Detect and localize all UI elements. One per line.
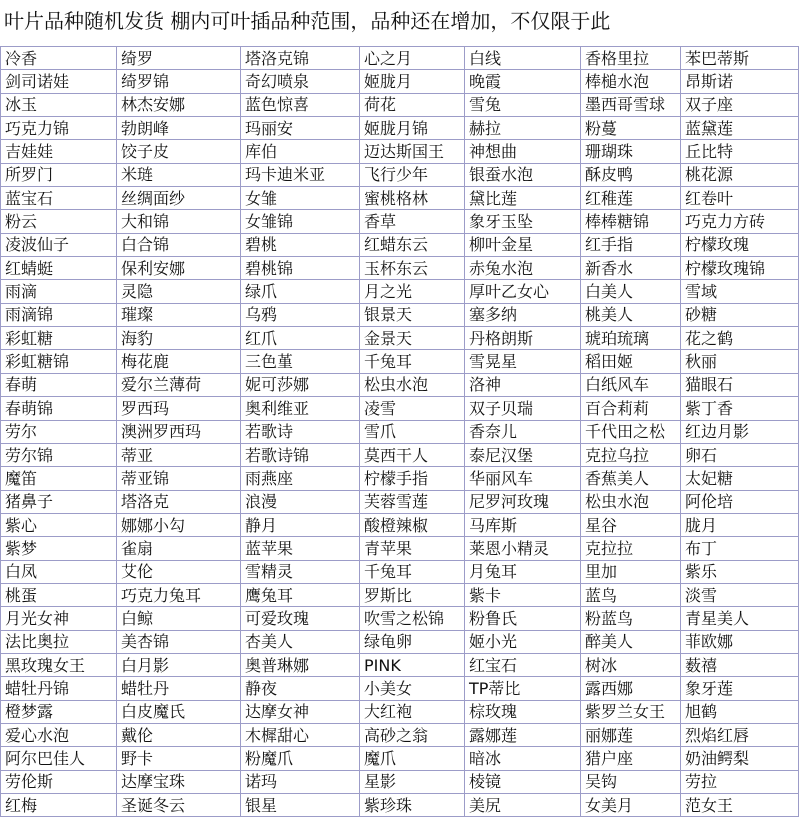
table-row — [1, 327, 799, 350]
table-cell: 神想曲 — [465, 140, 581, 163]
table-cell: 达摩宝珠 — [117, 770, 241, 793]
table-cell: 雨燕座 — [241, 467, 360, 490]
table-row — [1, 140, 799, 163]
table-cell: 阿尔巴佳人 — [1, 747, 117, 770]
table-cell: 洛神 — [465, 373, 581, 396]
table-row — [1, 420, 799, 443]
table-cell: 柠檬玫瑰 — [681, 233, 799, 256]
table-cell: 剑司诺娃 — [1, 70, 117, 93]
table-cell: 白皮魔氏 — [117, 700, 241, 723]
table-cell: 月兔耳 — [465, 560, 581, 583]
table-cell: 姬胧月锦 — [360, 117, 465, 140]
table-cell: 千兔耳 — [360, 350, 465, 373]
table-cell: 雪精灵 — [241, 560, 360, 583]
table-cell: 所罗门 — [1, 163, 117, 186]
table-cell: 野卡 — [117, 747, 241, 770]
table-cell: 魔笛 — [1, 467, 117, 490]
table-cell: 白线 — [465, 47, 581, 70]
table-cell: 晚霞 — [465, 70, 581, 93]
table-cell: 绿龟卵 — [360, 630, 465, 653]
table-cell: 女雏 — [241, 187, 360, 210]
table-cell: 赫拉 — [465, 117, 581, 140]
table-cell: 芙蓉雪莲 — [360, 490, 465, 513]
table-cell: 月光女神 — [1, 607, 117, 630]
table-cell: 碧桃 — [241, 233, 360, 256]
table-cell: 莱恩小精灵 — [465, 537, 581, 560]
table-cell: 象牙莲 — [681, 677, 799, 700]
table-cell: 吴钩 — [581, 770, 681, 793]
table-cell: 猫眼石 — [681, 373, 799, 396]
table-row — [1, 210, 799, 233]
table-cell: 香草 — [360, 210, 465, 233]
table-row — [1, 117, 799, 140]
table-cell: 粉蔓 — [581, 117, 681, 140]
table-cell: 玛丽安 — [241, 117, 360, 140]
page-title: 叶片品种随机发货 棚内可叶插品种范围，品种还在增加，不仅限于此 — [4, 9, 611, 33]
table-cell: PINK — [360, 653, 465, 676]
table-cell: 红梅 — [1, 794, 117, 817]
table-cell: 花之鹤 — [681, 327, 799, 350]
table-cell: 酸橙辣椒 — [360, 513, 465, 536]
table-cell: 罗西玛 — [117, 397, 241, 420]
table-cell: 暗冰 — [465, 747, 581, 770]
table-cell: 奥普琳娜 — [241, 653, 360, 676]
table-cell: 新香水 — [581, 257, 681, 280]
table-cell: 烈焰红唇 — [681, 723, 799, 746]
table-cell: 百合莉莉 — [581, 397, 681, 420]
table-cell: 凌波仙子 — [1, 233, 117, 256]
table-cell: 劳尔锦 — [1, 443, 117, 466]
table-cell: 红手指 — [581, 233, 681, 256]
table-cell: 保利安娜 — [117, 257, 241, 280]
table-cell: 黛比莲 — [465, 187, 581, 210]
table-row — [1, 537, 799, 560]
table-row — [1, 770, 799, 793]
table-cell: 稻田姬 — [581, 350, 681, 373]
table-cell: 蓝鸟 — [581, 583, 681, 606]
table-cell: 红蜻蜓 — [1, 257, 117, 280]
table-cell: 紫梦 — [1, 537, 117, 560]
table-cell: 丘比特 — [681, 140, 799, 163]
table-cell: TP蒂比 — [465, 677, 581, 700]
table-row — [1, 677, 799, 700]
table-cell: 千兔耳 — [360, 560, 465, 583]
table-cell: 昂斯诺 — [681, 70, 799, 93]
table-row — [1, 397, 799, 420]
table-row — [1, 794, 799, 817]
table-cell: 象牙玉坠 — [465, 210, 581, 233]
table-row — [1, 233, 799, 256]
table-cell: 库伯 — [241, 140, 360, 163]
table-cell: 春萌锦 — [1, 397, 117, 420]
table-cell: 蜜桃格林 — [360, 187, 465, 210]
table-cell: 蓝色惊喜 — [241, 93, 360, 116]
table-cell: 小美女 — [360, 677, 465, 700]
table-cell: 诺玛 — [241, 770, 360, 793]
table-cell: 绿爪 — [241, 280, 360, 303]
table-cell: 白纸风车 — [581, 373, 681, 396]
table-cell: 高砂之翁 — [360, 723, 465, 746]
table-cell: 红宝石 — [465, 653, 581, 676]
table-cell: 木樨甜心 — [241, 723, 360, 746]
table-cell: 赤兔水泡 — [465, 257, 581, 280]
table-cell: 春萌 — [1, 373, 117, 396]
table-cell: 奇幻喷泉 — [241, 70, 360, 93]
table-cell: 雪爪 — [360, 420, 465, 443]
table-cell: 松虫水泡 — [581, 490, 681, 513]
table-cell: 娜娜小勾 — [117, 513, 241, 536]
table-cell: 紫乐 — [681, 560, 799, 583]
table-cell: 戴伦 — [117, 723, 241, 746]
table-cell: 红边月影 — [681, 420, 799, 443]
table-cell: 青星美人 — [681, 607, 799, 630]
table-cell: 桃花源 — [681, 163, 799, 186]
table-cell: 紫罗兰女王 — [581, 700, 681, 723]
table-cell: 马库斯 — [465, 513, 581, 536]
table-cell: 粉鲁氏 — [465, 607, 581, 630]
table-cell: 蒂亚锦 — [117, 467, 241, 490]
table-cell: 雨滴锦 — [1, 303, 117, 326]
table-cell: 劳伦斯 — [1, 770, 117, 793]
table-cell: 粉魔爪 — [241, 747, 360, 770]
table-cell: 柠檬手指 — [360, 467, 465, 490]
table-cell: 粉云 — [1, 210, 117, 233]
table-cell: 若歌诗锦 — [241, 443, 360, 466]
table-row — [1, 70, 799, 93]
table-cell: 星影 — [360, 770, 465, 793]
table-cell: 棒槌水泡 — [581, 70, 681, 93]
table-cell: 雪兔 — [465, 93, 581, 116]
table-cell: 棱镜 — [465, 770, 581, 793]
table-cell: 红卷叶 — [681, 187, 799, 210]
table-cell: 菲欧娜 — [681, 630, 799, 653]
table-row — [1, 163, 799, 186]
table-cell: 美尻 — [465, 794, 581, 817]
table-cell: 澳洲罗西玛 — [117, 420, 241, 443]
table-cell: 紫珍珠 — [360, 794, 465, 817]
table-row — [1, 490, 799, 513]
table-cell: 玛卡迪米亚 — [241, 163, 360, 186]
table-cell: 丹格朗斯 — [465, 327, 581, 350]
table-cell: 爱心水泡 — [1, 723, 117, 746]
table-cell: 蓝宝石 — [1, 187, 117, 210]
table-cell: 星谷 — [581, 513, 681, 536]
table-cell: 吉娃娃 — [1, 140, 117, 163]
table-cell: 美杏锦 — [117, 630, 241, 653]
table-cell: 三色堇 — [241, 350, 360, 373]
table-cell: 旭鹤 — [681, 700, 799, 723]
table-row — [1, 700, 799, 723]
table-cell: 银蚕水泡 — [465, 163, 581, 186]
table-cell: 雀扇 — [117, 537, 241, 560]
table-cell: 棕玫瑰 — [465, 700, 581, 723]
table-cell: 露西娜 — [581, 677, 681, 700]
table-cell: 塞多纳 — [465, 303, 581, 326]
table-row — [1, 303, 799, 326]
table-cell: 姬小光 — [465, 630, 581, 653]
table-cell: 青苹果 — [360, 537, 465, 560]
table-cell: 紫丁香 — [681, 397, 799, 420]
table-cell: 猪鼻子 — [1, 490, 117, 513]
table-cell: 胧月 — [681, 513, 799, 536]
table-cell: 迈达斯国王 — [360, 140, 465, 163]
table-cell: 白合锦 — [117, 233, 241, 256]
table-cell: 静夜 — [241, 677, 360, 700]
table-cell: 女美月 — [581, 794, 681, 817]
table-cell: 香奈儿 — [465, 420, 581, 443]
table-cell: 松虫水泡 — [360, 373, 465, 396]
table-cell: 绮罗锦 — [117, 70, 241, 93]
table-cell: 柳叶金星 — [465, 233, 581, 256]
table-cell: 雪域 — [681, 280, 799, 303]
table-cell: 丝绸面纱 — [117, 187, 241, 210]
table-cell: 砂糖 — [681, 303, 799, 326]
table-cell: 白凤 — [1, 560, 117, 583]
table-cell: 秋丽 — [681, 350, 799, 373]
table-cell: 墨西哥雪球 — [581, 93, 681, 116]
table-cell: 卵石 — [681, 443, 799, 466]
table-cell: 香格里拉 — [581, 47, 681, 70]
table-cell: 碧桃锦 — [241, 257, 360, 280]
table-cell: 红蜡东云 — [360, 233, 465, 256]
table-cell: 雨滴 — [1, 280, 117, 303]
table-row — [1, 630, 799, 653]
table-cell: 若歌诗 — [241, 420, 360, 443]
table-cell: 金景天 — [360, 327, 465, 350]
table-cell: 奶油鳄梨 — [681, 747, 799, 770]
variety-table — [0, 46, 799, 817]
table-row — [1, 257, 799, 280]
table-cell: 桃蛋 — [1, 583, 117, 606]
table-cell: 勃朗峰 — [117, 117, 241, 140]
table-cell: 劳拉 — [681, 770, 799, 793]
table-cell: 大和锦 — [117, 210, 241, 233]
table-cell: 酥皮鸭 — [581, 163, 681, 186]
table-cell: 柠檬玫瑰锦 — [681, 257, 799, 280]
table-cell: 月之光 — [360, 280, 465, 303]
table-cell: 泰尼汉堡 — [465, 443, 581, 466]
table-cell: 粉蓝鸟 — [581, 607, 681, 630]
table-cell: 华丽风车 — [465, 467, 581, 490]
table-cell: 棒棒糖锦 — [581, 210, 681, 233]
table-cell: 醉美人 — [581, 630, 681, 653]
table-cell: 银景天 — [360, 303, 465, 326]
table-cell: 布丁 — [681, 537, 799, 560]
table-cell: 苯巴蒂斯 — [681, 47, 799, 70]
table-cell: 心之月 — [360, 47, 465, 70]
table-cell: 大红袍 — [360, 700, 465, 723]
table-row — [1, 467, 799, 490]
table-cell: 白美人 — [581, 280, 681, 303]
table-cell: 蓝苹果 — [241, 537, 360, 560]
table-cell: 达摩女神 — [241, 700, 360, 723]
table-cell: 吹雪之松锦 — [360, 607, 465, 630]
table-cell: 桃美人 — [581, 303, 681, 326]
table-cell: 橙梦露 — [1, 700, 117, 723]
table-cell: 璀璨 — [117, 303, 241, 326]
table-cell: 厚叶乙女心 — [465, 280, 581, 303]
table-cell: 女雏锦 — [241, 210, 360, 233]
table-cell: 劳尔 — [1, 420, 117, 443]
table-row — [1, 583, 799, 606]
table-cell: 塔洛克 — [117, 490, 241, 513]
table-cell: 克拉拉 — [581, 537, 681, 560]
table-cell: 姬胧月 — [360, 70, 465, 93]
table-cell: 千代田之松 — [581, 420, 681, 443]
table-cell: 梅花鹿 — [117, 350, 241, 373]
table-cell: 白月影 — [117, 653, 241, 676]
table-cell: 莫西干人 — [360, 443, 465, 466]
table-cell: 米琏 — [117, 163, 241, 186]
table-cell: 蜡牡丹锦 — [1, 677, 117, 700]
table-cell: 绮罗 — [117, 47, 241, 70]
table-cell: 彩虹糖锦 — [1, 350, 117, 373]
table-cell: 巧克力锦 — [1, 117, 117, 140]
table-cell: 香蕉美人 — [581, 467, 681, 490]
table-row — [1, 443, 799, 466]
table-cell: 紫心 — [1, 513, 117, 536]
table-cell: 黑玫瑰女王 — [1, 653, 117, 676]
table-cell: 巧克力方砖 — [681, 210, 799, 233]
table-cell: 双子座 — [681, 93, 799, 116]
table-cell: 飞行少年 — [360, 163, 465, 186]
table-row — [1, 93, 799, 116]
table-row — [1, 653, 799, 676]
table-cell: 鹰兔耳 — [241, 583, 360, 606]
table-cell: 红稚莲 — [581, 187, 681, 210]
table-cell: 树冰 — [581, 653, 681, 676]
table-cell: 琥珀琉璃 — [581, 327, 681, 350]
table-row — [1, 723, 799, 746]
table-row — [1, 747, 799, 770]
table-cell: 塔洛克锦 — [241, 47, 360, 70]
table-cell: 露娜莲 — [465, 723, 581, 746]
table-cell: 圣诞冬云 — [117, 794, 241, 817]
table-cell: 银星 — [241, 794, 360, 817]
table-cell: 双子贝瑞 — [465, 397, 581, 420]
table-cell: 乌鸦 — [241, 303, 360, 326]
table-cell: 魔爪 — [360, 747, 465, 770]
table-row — [1, 47, 799, 70]
table-cell: 可爱玫瑰 — [241, 607, 360, 630]
table-cell: 杏美人 — [241, 630, 360, 653]
table-cell: 冰玉 — [1, 93, 117, 116]
table-cell: 玉杯东云 — [360, 257, 465, 280]
table-cell: 灵隐 — [117, 280, 241, 303]
table-cell: 尼罗河玫瑰 — [465, 490, 581, 513]
table-cell: 静月 — [241, 513, 360, 536]
table-cell: 林杰安娜 — [117, 93, 241, 116]
table-row — [1, 373, 799, 396]
table-cell: 浪漫 — [241, 490, 360, 513]
table-cell: 珊瑚珠 — [581, 140, 681, 163]
table-row — [1, 513, 799, 536]
table-cell: 爱尔兰薄荷 — [117, 373, 241, 396]
table-row — [1, 560, 799, 583]
table-cell: 红爪 — [241, 327, 360, 350]
table-cell: 荷花 — [360, 93, 465, 116]
table-cell: 蓝黛莲 — [681, 117, 799, 140]
table-cell: 蒂亚 — [117, 443, 241, 466]
table-cell: 奥利维亚 — [241, 397, 360, 420]
table-cell: 范女王 — [681, 794, 799, 817]
table-cell: 雪晃星 — [465, 350, 581, 373]
table-cell: 妮可莎娜 — [241, 373, 360, 396]
table-cell: 巧克力兔耳 — [117, 583, 241, 606]
table-cell: 阿伦培 — [681, 490, 799, 513]
table-row — [1, 187, 799, 210]
table-cell: 艾伦 — [117, 560, 241, 583]
table-cell: 饺子皮 — [117, 140, 241, 163]
table-row — [1, 280, 799, 303]
table-cell: 法比奥拉 — [1, 630, 117, 653]
table-cell: 克拉乌拉 — [581, 443, 681, 466]
table-cell: 冷香 — [1, 47, 117, 70]
table-cell: 里加 — [581, 560, 681, 583]
table-cell: 蜡牡丹 — [117, 677, 241, 700]
table-cell: 猎户座 — [581, 747, 681, 770]
table-cell: 紫卡 — [465, 583, 581, 606]
table-cell: 罗斯比 — [360, 583, 465, 606]
table-row — [1, 607, 799, 630]
table-cell: 丽娜莲 — [581, 723, 681, 746]
table-cell: 薮禧 — [681, 653, 799, 676]
table-cell: 太妃糖 — [681, 467, 799, 490]
table-row — [1, 350, 799, 373]
table-cell: 海豹 — [117, 327, 241, 350]
table-cell: 凌雪 — [360, 397, 465, 420]
table-cell: 淡雪 — [681, 583, 799, 606]
table-cell: 彩虹糖 — [1, 327, 117, 350]
table-cell: 白鲸 — [117, 607, 241, 630]
